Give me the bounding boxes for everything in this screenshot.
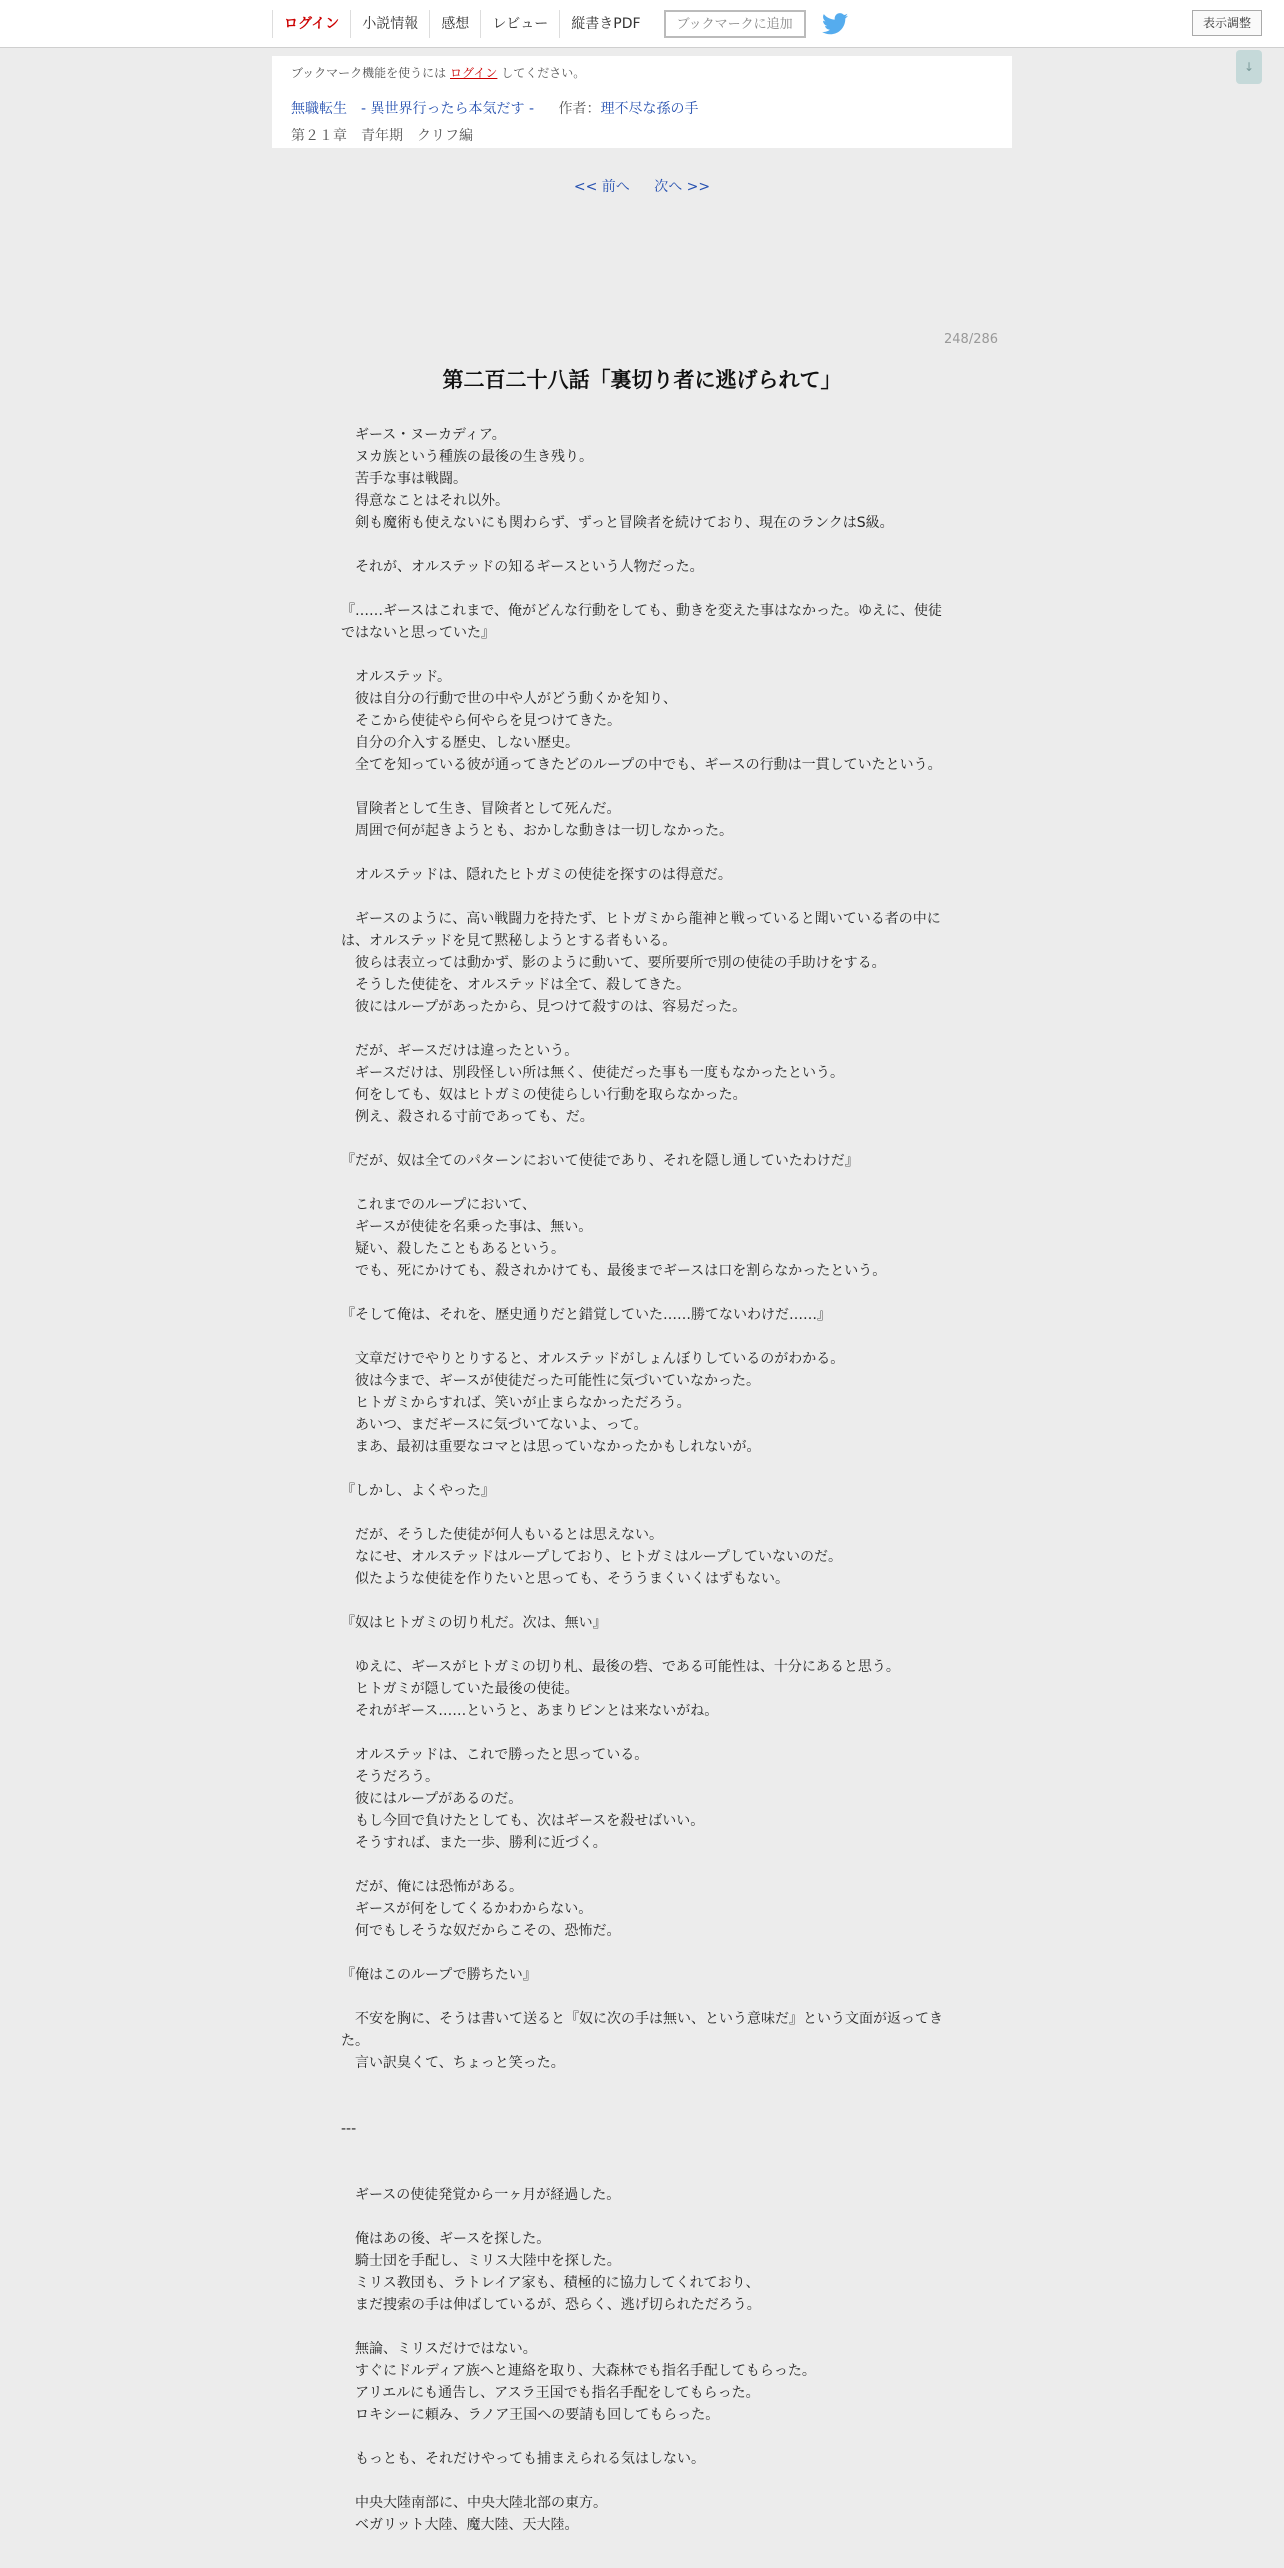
body-paragraph: ミリス教団も、ラトレイア家も、積極的に協力してくれており、 <box>341 2275 760 2291</box>
body-paragraph: そうした使徒を、オルステッドは全て、殺してきた。 <box>341 977 691 993</box>
body-paragraph <box>341 1018 944 1040</box>
body-paragraph: オルステッドは、これで勝ったと思っている。 <box>341 1747 649 1763</box>
body-paragraph: 全てを知っている彼が通ってきたどのループの中でも、ギースの行動は一貫していたという。 <box>341 757 942 773</box>
bookmark-notice-post: してください。 <box>501 66 586 80</box>
body-paragraph: 似たような使徒を作りたいと思っても、そううまくいくはずもない。 <box>341 1571 789 1587</box>
body-paragraph: ギースのように、高い戦闘力を持たず、ヒトガミから龍神と戦っていると聞いている者の中には、オルステッドを見て黙秘しようとする者もいる。 <box>341 911 941 949</box>
body-paragraph <box>341 1128 944 1150</box>
novel-info-link[interactable]: 小説情報 <box>350 10 429 38</box>
author-name-link[interactable]: 理不尽な孫の手 <box>600 101 699 117</box>
body-paragraph <box>341 886 944 908</box>
body-paragraph: 自分の介入する歴史、しない歴史。 <box>341 735 579 751</box>
body-paragraph: だが、ギースだけは違ったという。 <box>341 1043 579 1059</box>
body-paragraph: 騎士団を手配し、ミリス大陸中を探した。 <box>341 2253 621 2269</box>
body-paragraph: --- <box>341 2121 357 2137</box>
body-paragraph: 無論、ミリスだけではない。 <box>341 2341 537 2357</box>
vertical-pdf-link[interactable]: 縦書きPDF <box>559 10 651 38</box>
body-paragraph: そこから使徒やら何やらを見つけてきた。 <box>341 713 621 729</box>
author-label: 作者： <box>558 101 601 117</box>
body-paragraph: ギースが何をしてくるかわからない。 <box>341 1901 593 1917</box>
body-paragraph <box>341 644 944 666</box>
body-paragraph: 彼にはループがあるのだ。 <box>341 1791 523 1807</box>
body-paragraph: ベガリット大陸、魔大陸、天大陸。 <box>341 2517 579 2533</box>
body-paragraph: 不安を胸に、そうは書いて送ると『奴に次の手は無い、という意味だ』という文面が返ってきた。 <box>341 2011 943 2049</box>
body-paragraph: ゆえに、ギースがヒトガミの切り札、最後の砦、である可能性は、十分にあると思う。 <box>341 1659 900 1675</box>
novel-body <box>341 424 944 2536</box>
body-paragraph: だが、俺には恐怖がある。 <box>341 1879 523 1895</box>
body-paragraph <box>341 1172 944 1194</box>
prev-episode-link[interactable]: << 前へ <box>573 179 630 195</box>
body-paragraph <box>341 1986 944 2008</box>
body-paragraph: ヒトガミが隠していた最後の使徒。 <box>341 1681 579 1697</box>
body-paragraph: ヌカ族という種族の最後の生き残り。 <box>341 449 593 465</box>
body-paragraph: それが、オルステッドの知るギースという人物だった。 <box>341 559 704 575</box>
bookmark-notice <box>291 64 993 81</box>
body-paragraph: 中央大陸南部に、中央大陸北部の東方。 <box>341 2495 607 2511</box>
body-paragraph: もし今回で負けたとしても、次はギースを殺せばいい。 <box>341 1813 705 1829</box>
body-paragraph <box>341 1326 944 1348</box>
add-bookmark-button[interactable]: ブックマークに追加 <box>664 10 806 38</box>
body-paragraph <box>341 1282 944 1304</box>
body-paragraph <box>341 1458 944 1480</box>
body-paragraph <box>341 1590 944 1612</box>
body-paragraph: 『そして俺は、それを、歴史通りだと錯覚していた……勝てないわけだ……』 <box>341 1307 831 1323</box>
body-paragraph: 彼は今まで、ギースが使徒だった可能性に気づいていなかった。 <box>341 1373 761 1389</box>
body-paragraph: すぐにドルディア族へと連絡を取り、大森林でも指名手配してもらった。 <box>341 2363 816 2379</box>
body-paragraph <box>341 776 944 798</box>
body-paragraph <box>341 1942 944 1964</box>
impressions-link[interactable]: 感想 <box>429 10 480 38</box>
body-paragraph: ギースの使徒発覚から一ヶ月が経過した。 <box>341 2187 621 2203</box>
login-link[interactable]: ログイン <box>272 10 350 38</box>
body-paragraph <box>341 2140 944 2162</box>
body-paragraph: まだ捜索の手は伸ばしているが、恐らく、逃げ切られただろう。 <box>341 2297 761 2313</box>
body-paragraph: 例え、殺される寸前であっても、だ。 <box>341 1109 594 1125</box>
body-paragraph <box>341 578 944 600</box>
episode-title: 第二百二十八話「裏切り者に逃げられて」 <box>442 368 842 392</box>
body-paragraph: オルステッドは、隠れたヒトガミの使徒を探すのは得意だ。 <box>341 867 732 883</box>
body-paragraph <box>341 1634 944 1656</box>
twitter-icon[interactable] <box>822 13 848 35</box>
body-paragraph: あいつ、まだギースに気づいてないよ、って。 <box>341 1417 648 1433</box>
bookmark-notice-login-link[interactable]: ログイン <box>450 66 498 80</box>
body-paragraph <box>341 2470 944 2492</box>
series-title-link[interactable]: 無職転生 - 異世界行ったら本気だす - <box>291 101 535 117</box>
body-paragraph: 疑い、殺したこともあるという。 <box>341 1241 565 1257</box>
review-link[interactable]: レビュー <box>480 10 559 38</box>
body-paragraph: 剣も魔術も使えないにも関わらず、ずっと冒険者を続けており、現在のランクはS級。 <box>341 515 894 531</box>
body-paragraph: そうだろう。 <box>341 1769 439 1785</box>
display-settings-button[interactable]: 表示調整 <box>1192 10 1262 36</box>
body-paragraph: アリエルにも通告し、アスラ王国でも指名手配をしてもらった。 <box>341 2385 760 2401</box>
body-paragraph: 文章だけでやりとりすると、オルステッドがしょんぼりしているのがわかる。 <box>341 1351 845 1367</box>
body-paragraph <box>341 1722 944 1744</box>
body-paragraph: 『だが、奴は全てのパターンにおいて使徒であり、それを隠し通していたわけだ』 <box>341 1153 859 1169</box>
body-paragraph: 苦手な事は戦闘。 <box>341 471 467 487</box>
body-paragraph <box>341 2316 944 2338</box>
nav-menu <box>272 9 848 39</box>
body-paragraph <box>341 842 944 864</box>
body-paragraph: 俺はあの後、ギースを探した。 <box>341 2231 551 2247</box>
top-navigation-bar <box>0 0 1284 48</box>
body-paragraph <box>341 2206 944 2228</box>
body-paragraph: 周囲で何が起きようとも、おかしな動きは一切しなかった。 <box>341 823 733 839</box>
episode-counter: 248/286 <box>944 332 999 347</box>
body-paragraph: 彼にはループがあったから、見つけて殺すのは、容易だった。 <box>341 999 747 1015</box>
body-paragraph: ヒトガミからすれば、笑いが止まらなかっただろう。 <box>341 1395 691 1411</box>
body-paragraph: 『俺はこのループで勝ちたい』 <box>341 1967 537 1983</box>
novel-info-box <box>272 56 1012 148</box>
body-paragraph: 『奴はヒトガミの切り札だ。次は、無い』 <box>341 1615 607 1631</box>
body-paragraph: 得意なことはそれ以外。 <box>341 493 509 509</box>
body-paragraph: 『しかし、よくやった』 <box>341 1483 495 1499</box>
body-paragraph <box>341 2074 944 2096</box>
body-paragraph: 言い訳臭くて、ちょっと笑った。 <box>341 2055 565 2071</box>
body-paragraph: でも、死にかけても、殺されかけても、最後までギースは口を割らなかったという。 <box>341 1263 887 1279</box>
body-paragraph: 彼らは表立っては動かず、影のように動いて、要所要所で別の使徒の手助けをする。 <box>341 955 886 971</box>
body-paragraph <box>341 2096 944 2118</box>
next-episode-link[interactable]: 次へ >> <box>654 179 711 195</box>
episode-pager <box>0 176 1284 196</box>
body-paragraph: 何でもしそうな奴だからこその、恐怖だ。 <box>341 1923 621 1939</box>
body-paragraph: なにせ、オルステッドはループしており、ヒトガミはループしていないのだ。 <box>341 1549 843 1565</box>
body-paragraph <box>341 2426 944 2448</box>
body-paragraph: それがギース……というと、あまりピンとは来ないがね。 <box>341 1703 719 1719</box>
body-paragraph <box>341 1854 944 1876</box>
body-paragraph: 何をしても、奴はヒトガミの使徒らしい行動を取らなかった。 <box>341 1087 747 1103</box>
body-paragraph: 彼は自分の行動で世の中や人がどう動くかを知り、 <box>341 691 677 707</box>
body-paragraph: もっとも、それだけやっても捕まえられる気はしない。 <box>341 2451 705 2467</box>
body-paragraph: まあ、最初は重要なコマとは思っていなかったかもしれないが。 <box>341 1439 761 1455</box>
bookmark-notice-pre: ブックマーク機能を使うには <box>291 66 447 80</box>
body-paragraph: 『……ギースはこれまで、俺がどんな行動をしても、動きを変えた事はなかった。ゆえに、使徒ではないと思っていた』 <box>341 603 943 641</box>
body-paragraph: オルステッド。 <box>341 669 452 685</box>
body-paragraph: そうすれば、また一歩、勝利に近づく。 <box>341 1835 607 1851</box>
body-paragraph: ギースが使徒を名乗った事は、無い。 <box>341 1219 593 1235</box>
body-paragraph: 冒険者として生き、冒険者として死んだ。 <box>341 801 621 817</box>
scroll-down-button[interactable]: ↓ <box>1236 50 1262 84</box>
body-paragraph: ギース・ヌーカディア。 <box>341 427 506 443</box>
series-line <box>291 98 993 118</box>
body-paragraph: ギースだけは、別段怪しい所は無く、使徒だった事も一度もなかったという。 <box>341 1065 845 1081</box>
chapter-title: 第２１章 青年期 クリフ編 <box>291 128 473 144</box>
body-paragraph: ロキシーに頼み、ラノア王国への要請も回してもらった。 <box>341 2407 720 2423</box>
body-paragraph: これまでのループにおいて、 <box>341 1197 537 1213</box>
body-paragraph <box>341 1502 944 1524</box>
body-paragraph: だが、そうした使徒が何人もいるとは思えない。 <box>341 1527 663 1543</box>
body-paragraph <box>341 2162 944 2184</box>
body-paragraph <box>341 534 944 556</box>
